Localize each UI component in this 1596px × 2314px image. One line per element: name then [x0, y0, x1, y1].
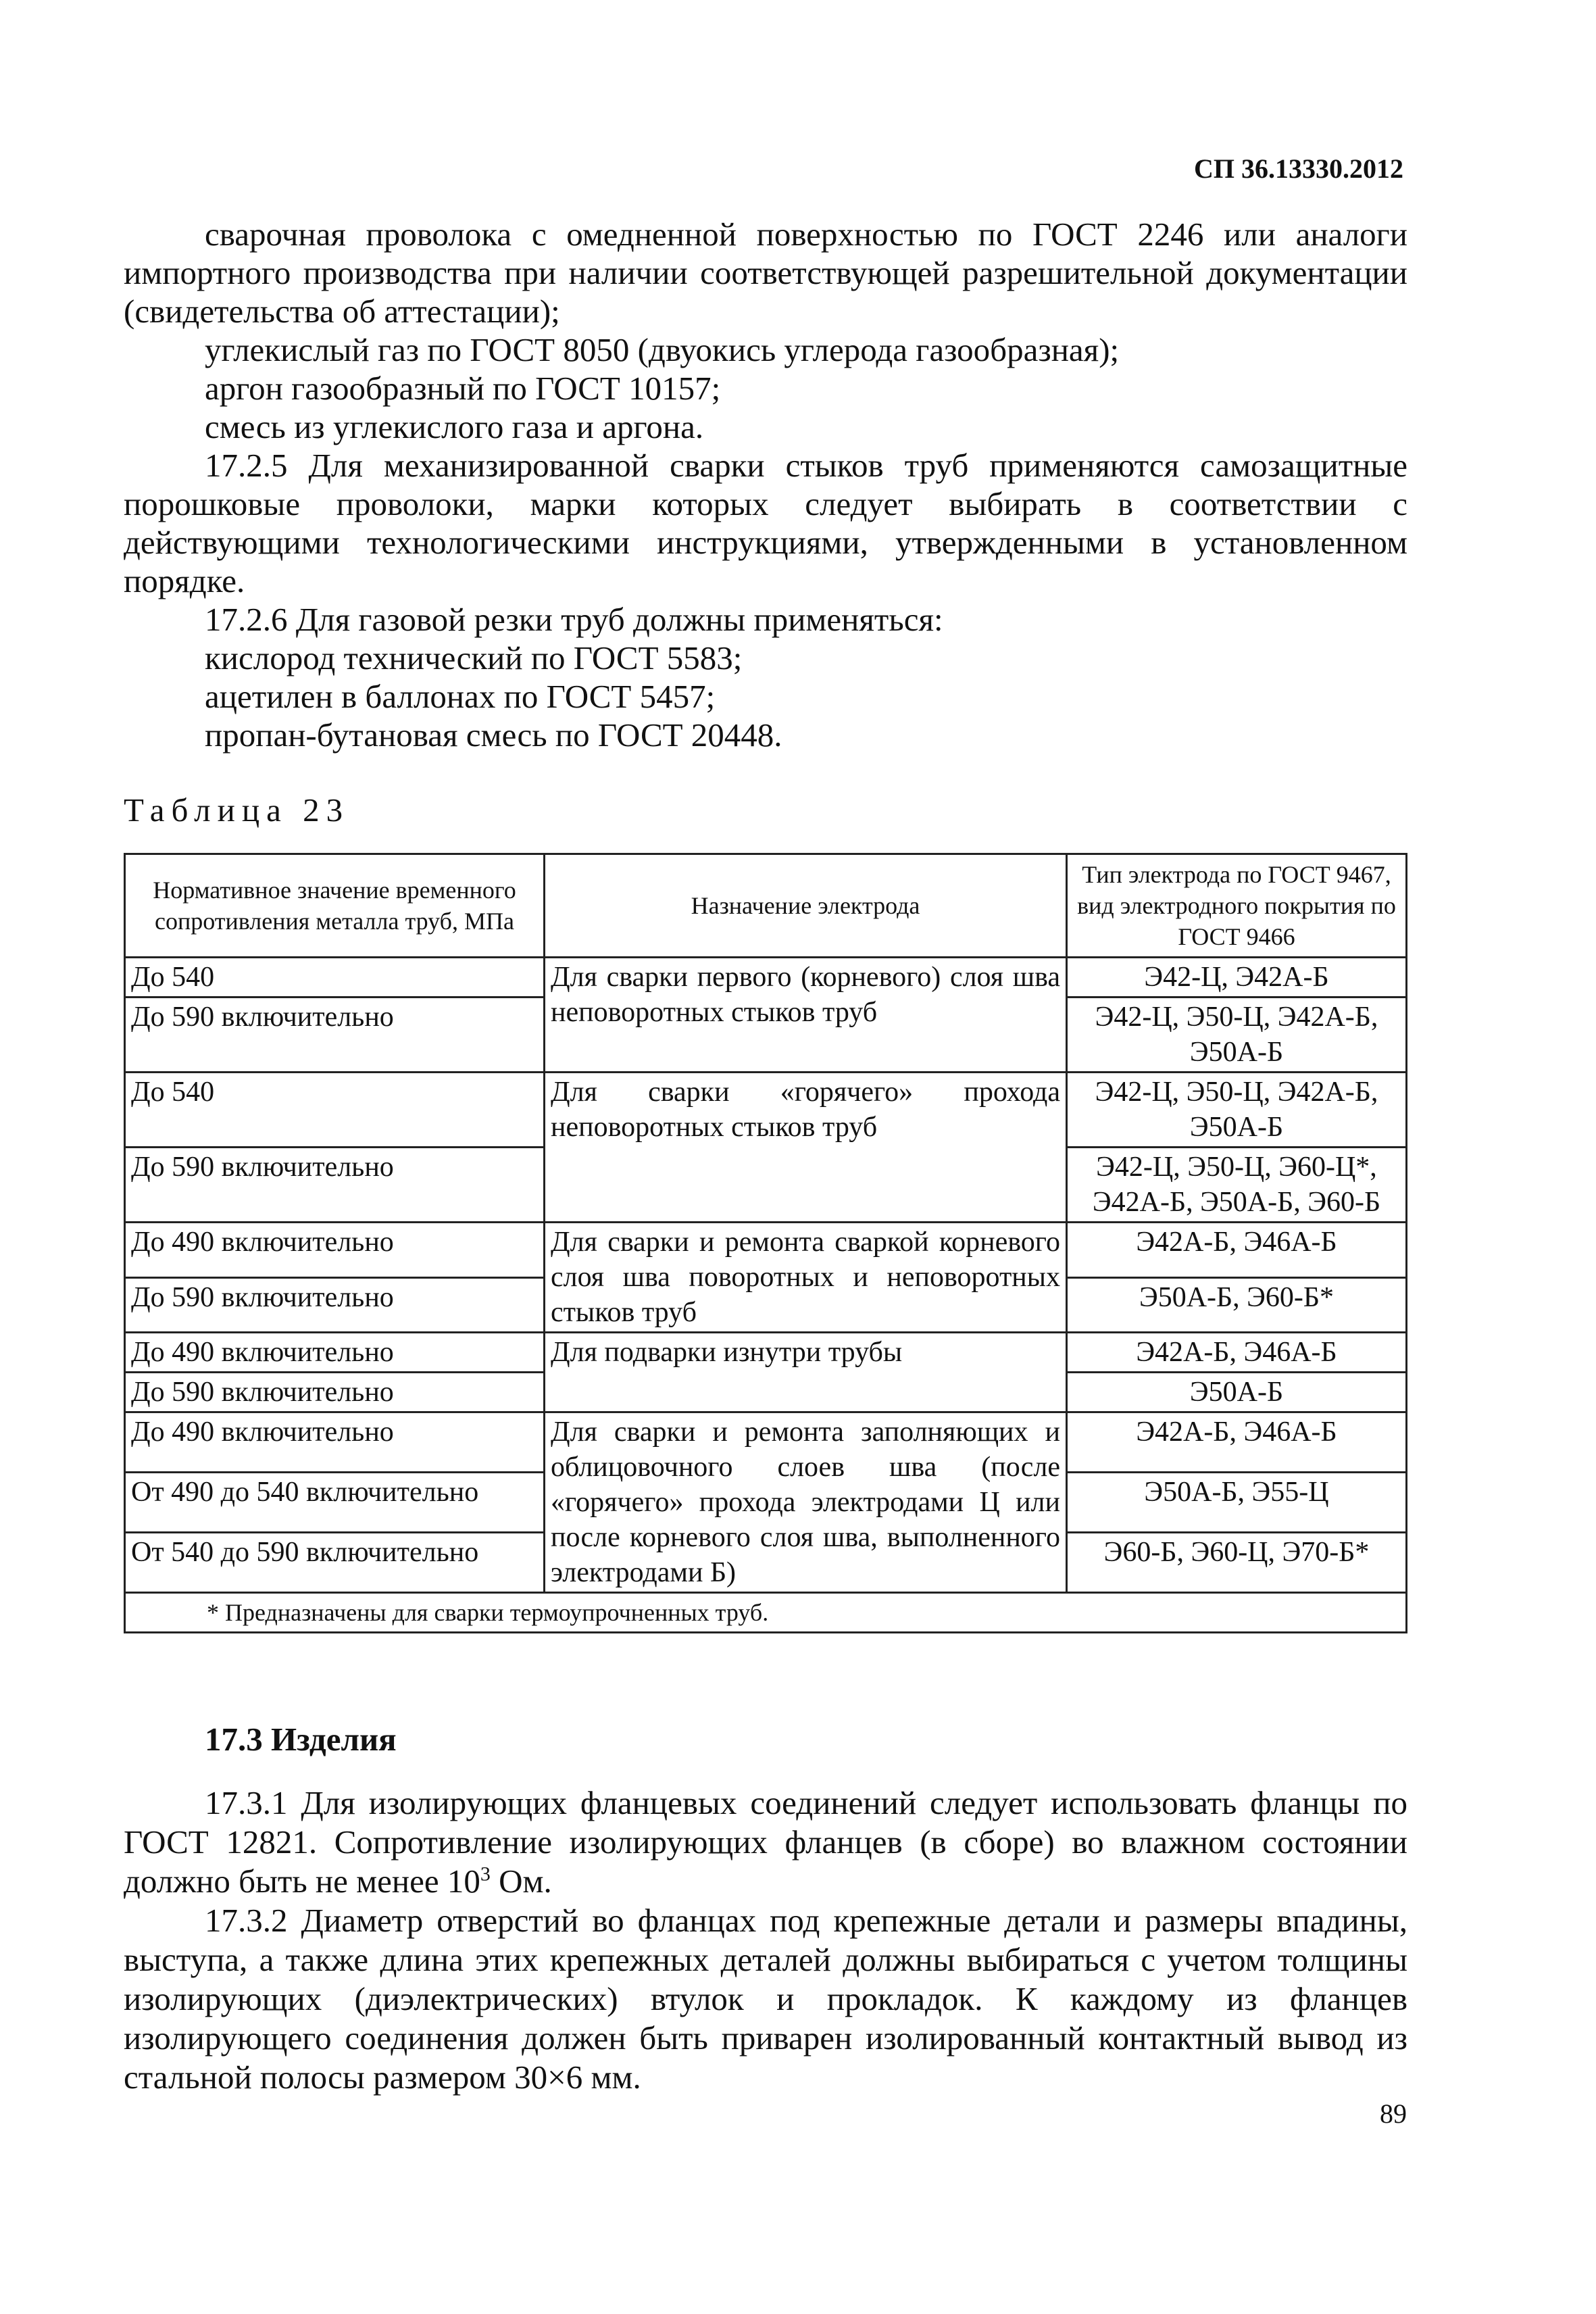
paragraph: 17.2.6 Для газовой резки труб должны применяться:: [205, 601, 943, 638]
table-row: [125, 1073, 1407, 1148]
paragraph: кислород технический по ГОСТ 5583;: [205, 639, 743, 676]
cell-purpose: Для сварки первого (корневого) слоя шва неповоротных стыков труб: [545, 958, 1067, 1073]
cell-electrode-type: Э42-Ц, Э50-Ц, Э42А-Б, Э50А-Б: [1067, 1073, 1407, 1148]
paragraph: 17.2.5 Для механизированной сварки стыков труб применяются самозащитные порошковые проволоки, марки которых следует выбирать в соответствии с действующими технологическими инструкциями, утвержденными в установленном порядке.: [124, 447, 1407, 599]
cell-strength: До 490 включительно: [125, 1333, 545, 1373]
document-code: СП 36.13330.2012: [1194, 153, 1403, 184]
cell-electrode-type: Э50А-Б, Э60-Б*: [1067, 1277, 1407, 1333]
table-footnote: * Предназначены для сварки термоупрочненных труб.: [125, 1593, 1407, 1633]
cell-purpose: Для сварки «горячего» прохода неповоротных стыков труб: [545, 1073, 1067, 1223]
table-caption: Таблица 23: [124, 791, 350, 829]
cell-strength: До 590 включительно: [125, 1373, 545, 1412]
paragraph: смесь из углекислого газа и аргона.: [205, 408, 704, 445]
table-row: [125, 1333, 1407, 1373]
cell-strength: До 540: [125, 1073, 545, 1148]
cell-strength: До 540: [125, 958, 545, 998]
body-text-top: [124, 215, 1407, 754]
column-header-electrode-type: Тип электрода по ГОСТ 9467, вид электродного покрытия по ГОСТ 9466: [1067, 854, 1407, 958]
cell-electrode-type: Э50А-Б, Э55-Ц: [1067, 1473, 1407, 1533]
paragraph: ацетилен в баллонах по ГОСТ 5457;: [205, 678, 716, 715]
cell-electrode-type: Э50А-Б: [1067, 1373, 1407, 1412]
cell-electrode-type: Э42-Ц, Э50-Ц, Э42А-Б, Э50А-Б: [1067, 998, 1407, 1073]
cell-electrode-type: Э42-Ц, Э50-Ц, Э60-Ц*, Э42А-Б, Э50А-Б, Э60-Б: [1067, 1148, 1407, 1223]
column-header-purpose: Назначение электрода: [545, 854, 1067, 958]
table-row: [125, 958, 1407, 998]
cell-strength: До 590 включительно: [125, 998, 545, 1073]
paragraph: аргон газообразный по ГОСТ 10157;: [205, 370, 721, 407]
page-number: 89: [1380, 2098, 1407, 2129]
paragraph-text: Ом.: [490, 1863, 552, 1900]
cell-purpose: Для сварки и ремонта заполняющих и облицовочного слоев шва (после «горячего» прохода электродами Ц или после корневого слоя шва, выполненного электродами Б): [545, 1412, 1067, 1593]
cell-strength: От 540 до 590 включительно: [125, 1533, 545, 1593]
paragraph: сварочная проволока с омедненной поверхностью по ГОСТ 2246 или аналоги импортного производства при наличии соответствующей разрешительной документации (свидетельства об аттестации);: [124, 216, 1407, 330]
paragraph-text: 17.3.1 Для изолирующих фланцевых соединений следует использовать фланцы по ГОСТ 12821. Сопротивление изолирующих фланцев (в сборе) во влажном состоянии должно быть не менее 10: [124, 1784, 1407, 1900]
cell-electrode-type: Э60-Б, Э60-Ц, Э70-Б*: [1067, 1533, 1407, 1593]
paragraph: 17.3.2 Диаметр отверстий во фланцах под крепежные детали и размеры впадины, выступа, а также длина этих крепежных деталей должны выбираться с учетом толщины изолирующих (диэлектрических) втулок и прокладок. К каждому из фланцев изолирующего соединения должен быть приварен изолированный контактный вывод из стальной полосы размером 30×6 мм.: [124, 1902, 1407, 2096]
paragraph: углекислый газ по ГОСТ 8050 (двуокись углерода газообразная);: [205, 331, 1120, 368]
table-row: [125, 1412, 1407, 1473]
table-row: [125, 1223, 1407, 1278]
cell-electrode-type: Э42А-Б, Э46А-Б: [1067, 1412, 1407, 1473]
section-17-3: [124, 1720, 1407, 2097]
paragraph: [124, 1783, 1407, 1901]
cell-strength: До 490 включительно: [125, 1412, 545, 1473]
cell-electrode-type: Э42А-Б, Э46А-Б: [1067, 1333, 1407, 1373]
table-header-row: [125, 854, 1407, 958]
cell-purpose: Для сварки и ремонта сваркой корневого слоя шва поворотных и неповоротных стыков труб: [545, 1223, 1067, 1333]
column-header-strength: Нормативное значение временного сопротивления металла труб, МПа: [125, 854, 545, 958]
cell-purpose: Для подварки изнутри трубы: [545, 1333, 1067, 1412]
cell-electrode-type: Э42А-Б, Э46А-Б: [1067, 1223, 1407, 1278]
electrode-table: [124, 853, 1407, 1633]
cell-strength: От 490 до 540 включительно: [125, 1473, 545, 1533]
cell-electrode-type: Э42-Ц, Э42А-Б: [1067, 958, 1407, 998]
paragraph: пропан-бутановая смесь по ГОСТ 20448.: [205, 716, 782, 754]
section-title: 17.3 Изделия: [205, 1721, 397, 1758]
cell-strength: До 490 включительно: [125, 1223, 545, 1278]
table-footnote-row: [125, 1593, 1407, 1633]
cell-strength: До 590 включительно: [125, 1277, 545, 1333]
superscript: 3: [480, 1863, 491, 1886]
cell-strength: До 590 включительно: [125, 1148, 545, 1223]
